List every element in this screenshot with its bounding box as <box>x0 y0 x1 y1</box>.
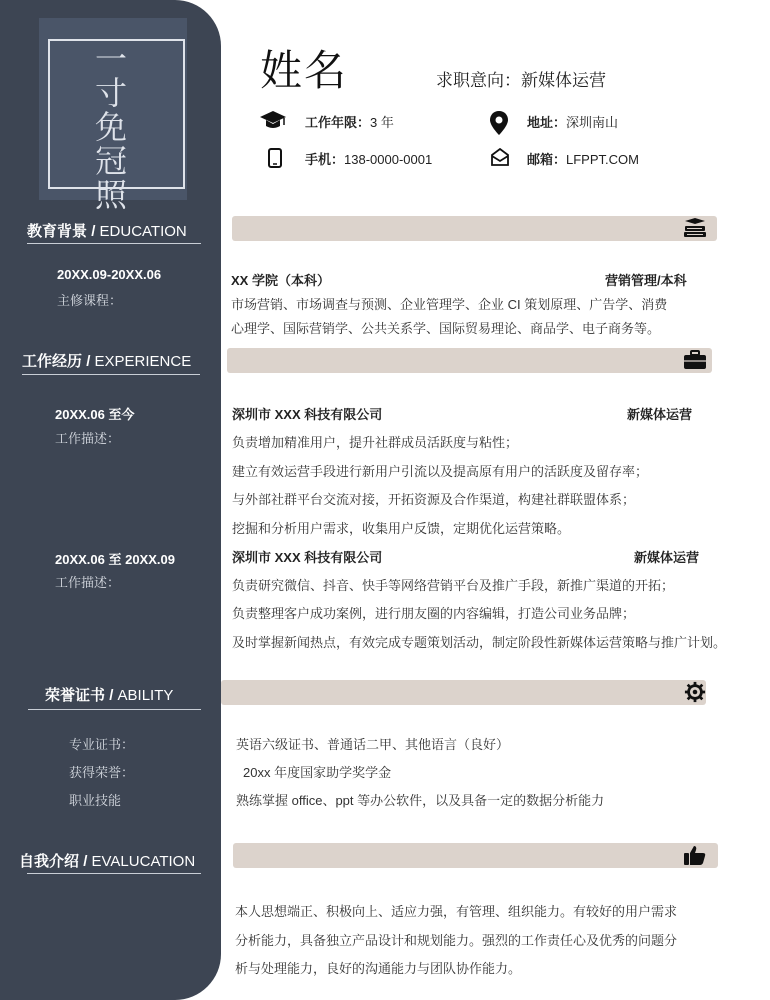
job1-line: 建立有效运营手段进行新用户引流以及提高原有用户的活跃度及留存率； <box>232 464 649 479</box>
job2-company: 深圳市 XXX 科技有限公司 <box>232 550 383 565</box>
location-pin-icon <box>489 110 509 136</box>
briefcase-icon <box>682 349 708 371</box>
ability-label-honor: 获得荣誉： <box>69 765 135 780</box>
photo-placeholder-text: 一寸免冠照 <box>94 40 127 214</box>
job2-sub: 工作描述： <box>55 575 121 590</box>
years-info: 工作年限：3 年 <box>305 115 394 130</box>
evaluation-bar <box>233 843 718 868</box>
ability-divider <box>28 709 201 710</box>
ability-label-skill: 职业技能 <box>69 793 122 808</box>
job1-role: 新媒体运营 <box>627 407 693 422</box>
experience-bar <box>227 348 712 373</box>
graduation-cap-icon <box>259 110 287 130</box>
job1-line: 挖掘和分析用户需求，收集用户反馈，定期优化运营策略。 <box>232 521 571 536</box>
job1-line: 负责增加精准用户，提升社群成员活跃度与粘性； <box>232 435 519 450</box>
ability-bar <box>221 680 706 705</box>
job2-line: 及时掌握新闻热点，有效完成专题策划活动，制定阶段性新媒体运营策略与推广计划。 <box>232 635 727 650</box>
candidate-name: 姓名 <box>260 46 349 95</box>
ability-label-cert: 专业证书： <box>69 737 135 752</box>
gear-icon <box>682 681 708 703</box>
job2-line: 负责研究微信、抖音、快手等网络营销平台及推广手段，新推广渠道的开拓； <box>232 578 675 593</box>
job2-date: 20XX.06 至 20XX.09 <box>55 552 175 567</box>
books-icon <box>682 217 708 239</box>
education-courses-line: 心理学、国际营销学、公共关系学、国际贸易理论、商品学、电子商务等。 <box>231 321 661 336</box>
evaluation-line: 分析能力，具备独立产品设计和规划能力。强烈的工作责任心及优秀的问题分 <box>235 933 678 948</box>
job-intent: 求职意向：新媒体运营 <box>436 71 606 90</box>
education-courses-line: 市场营销、市场调查与预测、企业管理学、企业 CI 策划原理、广告学、消费 <box>231 297 668 312</box>
education-bar <box>232 216 717 241</box>
education-sub: 主修课程： <box>57 293 123 308</box>
ability-skill: 熟练掌握 office、ppt 等办公软件，以及具备一定的数据分析能力 <box>236 793 605 808</box>
school-major: 营销管理/本科 <box>605 273 687 288</box>
evaluation-heading: 自我介绍 / EVALUCATION <box>19 853 196 870</box>
ability-cert: 英语六级证书、普通话二甲、其他语言（良好） <box>236 737 510 752</box>
evaluation-line: 本人思想端正、积极向上、适应力强，有管理、组织能力。有较好的用户需求 <box>235 904 678 919</box>
ability-honor: 20xx 年度国家助学奖学金 <box>243 765 392 780</box>
email-info: 邮箱：LFPPT.COM <box>527 152 639 167</box>
phone-info: 手机：138-0000-0001 <box>305 152 433 167</box>
address-info: 地址：深圳南山 <box>527 115 619 130</box>
evaluation-line: 析与处理能力，良好的沟通能力与团队协作能力。 <box>235 961 522 976</box>
job1-line: 与外部社群平台交流对接，开拓资源及合作渠道，构建社群联盟体系； <box>232 492 636 507</box>
thumbs-up-icon <box>682 844 708 866</box>
job2-line: 负责整理客户成功案例，进行朋友圈的内容编辑，打造公司业务品牌； <box>232 606 636 621</box>
phone-icon <box>268 148 282 168</box>
job1-company: 深圳市 XXX 科技有限公司 <box>232 407 383 422</box>
experience-divider <box>22 374 200 375</box>
education-date: 20XX.09-20XX.06 <box>57 267 162 282</box>
ability-heading: 荣誉证书 / ABILITY <box>45 687 174 704</box>
mail-icon <box>490 148 510 166</box>
school-name: XX 学院（本科） <box>231 273 330 288</box>
job1-sub: 工作描述： <box>55 431 121 446</box>
job1-date: 20XX.06 至今 <box>55 407 135 422</box>
experience-heading: 工作经历 / EXPERIENCE <box>22 353 192 370</box>
job2-role: 新媒体运营 <box>634 550 700 565</box>
evaluation-divider <box>27 873 201 874</box>
education-divider <box>27 243 201 244</box>
education-heading: 教育背景 / EDUCATION <box>27 223 187 240</box>
